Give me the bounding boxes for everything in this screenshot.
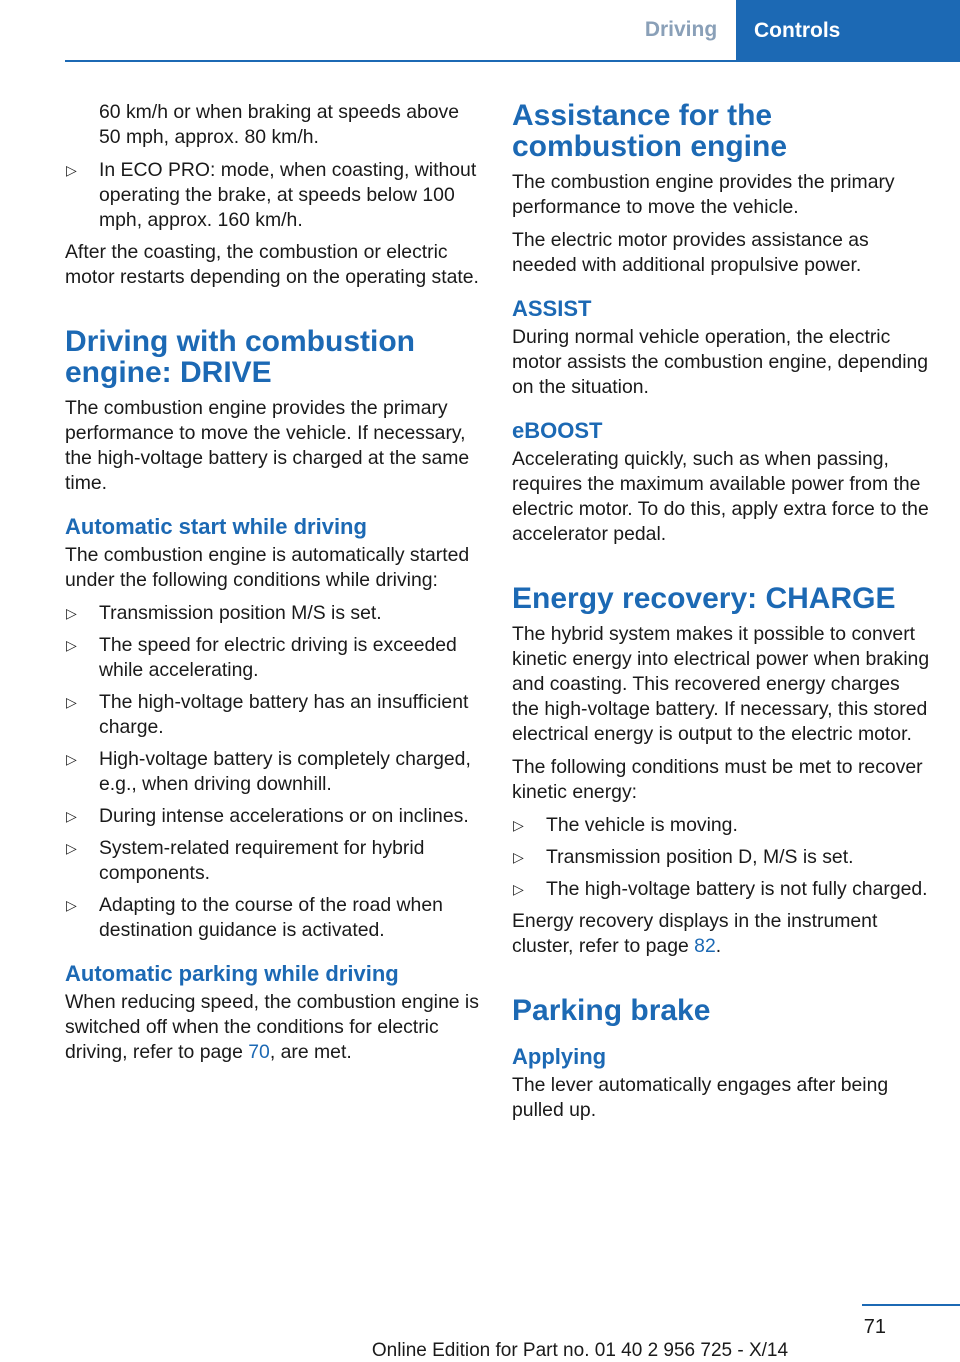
triangle-bullet-icon: ▷ bbox=[513, 817, 524, 833]
list-item-text: System-related requirement for hybrid components. bbox=[99, 837, 425, 884]
auto-start-heading: Automatic start while driving bbox=[65, 514, 367, 539]
charge-list bbox=[512, 813, 932, 902]
eboost-heading: eBOOST bbox=[512, 418, 603, 443]
parking-brake-heading: Parking brake bbox=[512, 994, 711, 1027]
triangle-bullet-icon: ▷ bbox=[66, 751, 77, 767]
page-link-70[interactable]: 70 bbox=[248, 1041, 270, 1063]
page-link-82[interactable]: 82 bbox=[694, 935, 716, 957]
right-column bbox=[512, 100, 932, 1131]
triangle-bullet-icon: ▷ bbox=[66, 162, 77, 178]
list-item bbox=[65, 747, 480, 797]
triangle-bullet-icon: ▷ bbox=[66, 897, 77, 913]
applying-heading: Applying bbox=[512, 1044, 607, 1069]
continued-list bbox=[65, 158, 480, 233]
list-item-text: Transmission position D, M/S is set. bbox=[546, 846, 854, 868]
triangle-bullet-icon: ▷ bbox=[513, 881, 524, 897]
applying-text: The lever automatically engages after being pulled up. bbox=[512, 1074, 889, 1121]
assist-text-1: The combustion engine provides the primary performance to move the vehicle. bbox=[512, 171, 895, 218]
list-item bbox=[65, 690, 480, 740]
edition-footer: Online Edition for Part no. 01 40 2 956 725 - X/14 bbox=[371, 1340, 789, 1361]
charge-heading: Energy recovery: CHARGE bbox=[512, 582, 896, 615]
list-item bbox=[65, 836, 480, 886]
list-item bbox=[512, 813, 932, 838]
list-item-text: The speed for electric driving is exceeded while accelerating. bbox=[99, 634, 457, 681]
list-item bbox=[65, 158, 480, 233]
continued-bullet-text: 60 km/h or when braking at speeds above 50 mph, approx. 80 km/h. bbox=[99, 101, 460, 148]
assist-text-2: The electric motor provides assistance as needed with additional propulsive power. bbox=[512, 229, 869, 276]
auto-park-heading: Automatic parking while driving bbox=[65, 961, 399, 986]
auto-park-text bbox=[65, 990, 480, 1065]
header-chapter-tab[interactable]: Controls bbox=[736, 0, 960, 62]
list-item bbox=[65, 601, 480, 626]
list-item bbox=[65, 633, 480, 683]
list-item-text: During intense accelerations or on inclines. bbox=[99, 805, 469, 827]
triangle-bullet-icon: ▷ bbox=[66, 637, 77, 653]
drive-heading: Driving with combustion engine: DRIVE bbox=[65, 325, 415, 389]
list-item bbox=[512, 845, 932, 870]
triangle-bullet-icon: ▷ bbox=[513, 849, 524, 865]
left-column bbox=[65, 100, 480, 1073]
assist-sub-text: During normal vehicle operation, the electric motor assists the combustion engine, depending on the situation. bbox=[512, 326, 929, 398]
list-item-text: The vehicle is moving. bbox=[546, 814, 738, 836]
charge-display-text bbox=[512, 909, 932, 959]
auto-park-text-pre: When reducing speed, the combustion engine is switched off when the conditions for electric driving, refer to page bbox=[65, 991, 479, 1063]
triangle-bullet-icon: ▷ bbox=[66, 605, 77, 621]
list-item bbox=[512, 877, 932, 902]
list-item-text: Adapting to the course of the road when destination guidance is activated. bbox=[99, 894, 443, 941]
auto-start-list bbox=[65, 601, 480, 943]
list-item-text: The high-voltage battery has an insufficient charge. bbox=[99, 691, 469, 738]
triangle-bullet-icon: ▷ bbox=[66, 808, 77, 824]
footer-rule bbox=[862, 1304, 960, 1306]
charge-display-pre: Energy recovery displays in the instrument cluster, refer to page bbox=[512, 910, 878, 957]
list-item-text: In ECO PRO: mode, when coasting, without operating the brake, at speeds below 100 mph, approx. 160 km/h. bbox=[99, 159, 477, 231]
list-item bbox=[65, 804, 480, 829]
header-section[interactable]: Driving bbox=[644, 18, 718, 41]
auto-start-intro: The combustion engine is automatically started under the following conditions while driving: bbox=[65, 544, 470, 591]
list-item-text: High-voltage battery is completely charged, e.g., when driving downhill. bbox=[99, 748, 471, 795]
page-number: 71 bbox=[863, 1316, 886, 1338]
triangle-bullet-icon: ▷ bbox=[66, 694, 77, 710]
charge-text-1: The hybrid system makes it possible to convert kinetic energy into electrical power when braking and coasting. This recovered energy charges the high-voltage battery. If necessary, this stored electrical energy is output to the electric motor. bbox=[512, 623, 930, 745]
list-item-text: The high-voltage battery is not fully charged. bbox=[546, 878, 928, 900]
after-coasting-text: After the coasting, the combustion or electric motor restarts depending on the operating state. bbox=[65, 241, 479, 288]
auto-park-text-post: , are met. bbox=[269, 1041, 352, 1063]
list-item bbox=[65, 893, 480, 943]
eboost-text: Accelerating quickly, such as when passing, requires the maximum available power from the electric motor. To do this, apply extra force to the accelerator pedal. bbox=[512, 448, 929, 545]
charge-text-2: The following conditions must be met to recover kinetic energy: bbox=[512, 756, 923, 803]
charge-display-post: . bbox=[715, 935, 722, 957]
drive-text: The combustion engine provides the primary performance to move the vehicle. If necessary, the high-voltage battery is charged at the same time. bbox=[65, 397, 470, 494]
triangle-bullet-icon: ▷ bbox=[66, 840, 77, 856]
assist-sub-heading: ASSIST bbox=[512, 296, 592, 321]
assist-heading: Assistance for the combustion engine bbox=[512, 99, 788, 163]
list-item-text: Transmission position M/S is set. bbox=[99, 602, 382, 624]
